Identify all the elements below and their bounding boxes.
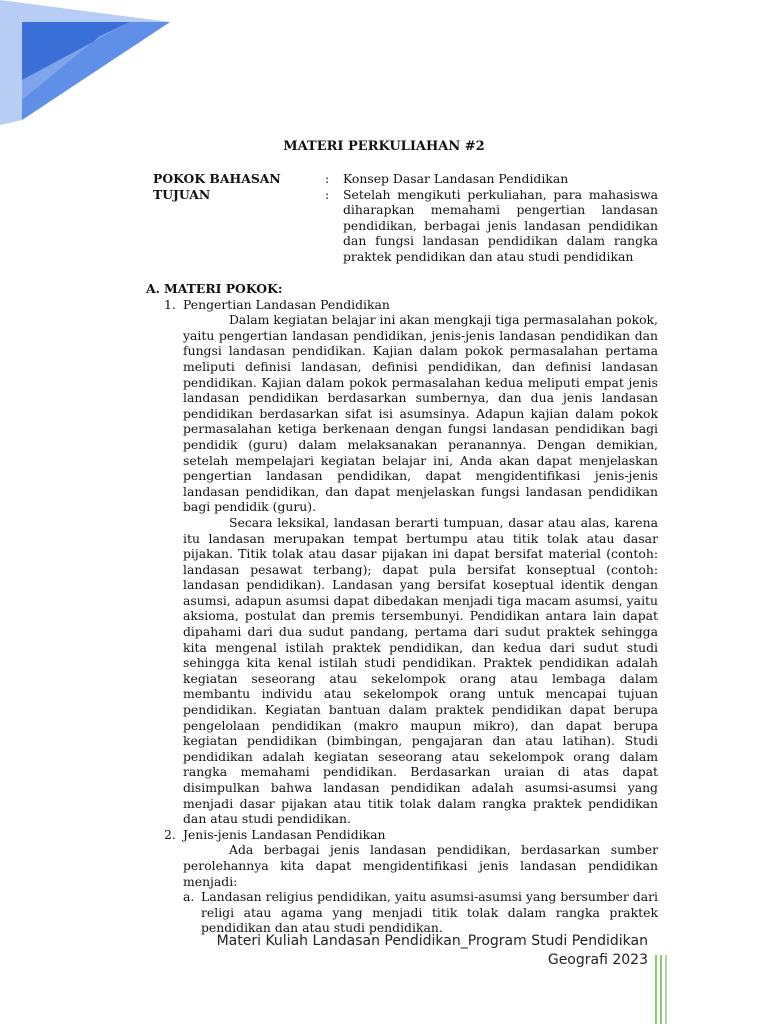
meta-colon: : [325,171,330,186]
page-footer [128,932,648,970]
item-number: 2. [164,826,176,842]
paragraph: Secara leksikal, landasan berarti tumpuan, dasar atau alas, karena itu landasan merupakan tempat bertumpu atau titik tolak atau dasar pijakan. Titik tolak atau dasar pijakan ini dapat bersifat material (contoh: landasan pesawat terbang); dapat pula bersifat konseptual (contoh: landasan pendidikan). Landasan yang bersifat koseptual identik dengan asumsi, adapun asumsi dapat dibedakan menjadi tiga macam asumsi, yaitu aksioma, postulat dan premis tersembunyi. Pendidikan antara lain dapat dipahami dari dua sudut pandang, pertama dari sudut praktek sehingga kita mengenal istilah praktek pendidikan, dan kedua dari sudut studi sehingga kita kenal istilah studi pendidikan. Praktek pendidikan adalah kegiatan seseorang atau sekelompok orang atau lembaga dalam membantu individu atau sekelompok orang untuk mencapai tujuan pendidikan. Kegiatan bantuan dalam praktek pendidikan dapat berupa pengelolaan pendidikan (makro maupun mikro), dan dapat berupa kegiatan pendidikan (bimbingan, pengajaran dan atau latihan). Studi pendidikan adalah kegiatan seseorang atau sekelompok orang dalam rangka memahami pendidikan. Berdasarkan uraian di atas dapat disimpulkan bahwa landasan pendidikan adalah asumsi-asumsi yang menjadi dasar pijakan atau titik tolak dalam rangka praktek pendidikan dan atau studi pendidikan. [183,514,658,827]
list-item-jenis [164,827,658,936]
item-body [183,297,658,827]
paragraph: Dalam kegiatan belajar ini akan mengkaji tiga permasalahan pokok, yaitu pengertian landasan pendidikan, jenis-jenis landasan pendidikan dan fungsi landasan pendidikan. Kajian dalam pokok permasalahan pertama meliputi definisi landasan, definisi pendidikan, dan definisi landasan pendidikan. Kajian dalam pokok permasalahan kedua meliputi empat jenis landasan pendidikan berdasarkan sumbernya, dan dua jenis landasan pendidikan berdasarkan sifat isi asumsinya. Adapun kajian dalam pokok permasalahan ketiga berkenaan dengan fungsi landasan pendidikan bagi pendidik (guru) dalam melaksanakan peranannya. Dengan demikian, setelah mempelajari kegiatan belajar ini, Anda akan dapat menjelaskan pengertian landasan pendidikan, dapat mengidentifikasi jenis-jenis landasan pendidikan, dan dapat menjelaskan fungsi landasan pendidikan bagi pendidik (guru). [183,312,658,515]
section-materi-pokok [146,281,658,936]
meta-row-tujuan [153,187,658,265]
section-letter: A. [146,281,160,296]
footer-bars-icon [654,955,668,1024]
section-heading [146,281,658,297]
footer-line: Geografi 2023 [547,952,648,968]
sub-item-text: Landasan religius pendidikan, yaitu asumsi-asumsi yang bersumber dari religi atau agama yang menjadi titik tolak dalam rangka praktek pendidikan dan atau studi pendidikan. [201,889,658,936]
section-heading-text: MATERI POKOK: [164,281,283,296]
meta-row-pokok-bahasan [153,171,658,187]
sub-item-religius [183,889,658,936]
paragraph: Ada berbagai jenis landasan pendidikan, berdasarkan sumber perolehannya kita dapat mengidentifikasi jenis landasan pendidikan menjadi: [183,842,658,889]
item-body [183,827,658,936]
meta-colon: : [325,186,330,202]
page-title: MATERI PERKULIAHAN #2 [283,139,485,154]
meta-value: Konsep Dasar Landasan Pendidikan [343,171,569,186]
meta-label: TUJUAN [153,186,211,202]
item-number: 1. [164,296,176,312]
meta-label: POKOK BAHASAN [153,171,281,186]
list-item-pengertian [164,297,658,827]
sub-item-letter: a. [183,889,195,905]
item-heading: Pengertian Landasan Pendidikan [183,296,390,312]
meta-block [153,171,658,265]
meta-value: Setelah mengikuti perkuliahan, para mahasiswa diharapkan memahami pengertian landasan pendidikan, berbagai jenis landasan pendidikan dan fungsi landasan pendidikan dalam rangka praktek pendidikan dan atau studi pendidikan [343,186,658,264]
corner-decoration-icon [0,0,180,125]
item-heading: Jenis-jenis Landasan Pendidikan [183,826,386,842]
footer-line: Materi Kuliah Landasan Pendidikan_Program Studi Pendidikan [216,933,648,949]
